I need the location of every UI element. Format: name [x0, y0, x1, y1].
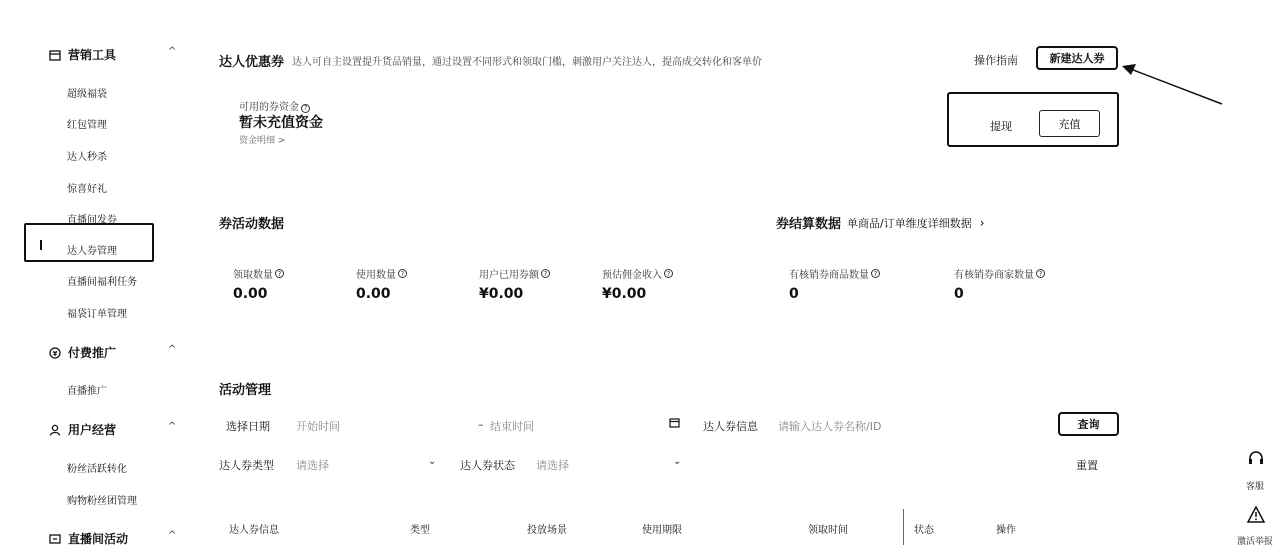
help-icon[interactable]: ? — [398, 269, 407, 278]
active-item-indicator — [40, 240, 42, 250]
balance-value: 暂未充值资金 — [239, 115, 323, 131]
stat-label-row — [789, 266, 880, 281]
sidebar-item-bag-orders[interactable]: 福袋订单管理 — [67, 309, 127, 320]
sidebar-item-surprise-gift[interactable]: 惊喜好礼 — [67, 184, 107, 195]
sidebar-item-coupon-management[interactable]: 达人券管理 — [67, 246, 117, 257]
chevron-up-icon[interactable]: ^ — [168, 46, 177, 57]
sidebar-item-live-promotion[interactable]: 直播推广 — [67, 386, 107, 397]
column-header: 操作 — [996, 525, 1016, 536]
sidebar-group-paid[interactable] — [48, 344, 116, 361]
sidebar-group-live-activity[interactable] — [48, 530, 128, 547]
column-header: 投放场景 — [527, 525, 567, 536]
query-button[interactable]: 查询 — [1058, 412, 1119, 436]
help-icon[interactable]: ? — [1036, 269, 1045, 278]
stat-label-row — [479, 266, 550, 281]
stat-label-row — [356, 266, 407, 281]
stat-value: ¥0.00 — [479, 286, 524, 302]
column-header: 使用期限 — [642, 525, 682, 536]
stat-label-row — [233, 266, 284, 281]
withdraw-button[interactable]: 提现 — [990, 120, 1012, 133]
help-icon[interactable]: ? — [275, 269, 284, 278]
stat-value: 0 — [789, 286, 799, 302]
page-description: 达人可自主设置提升货品销量，通过设置不同形式和领取门槛，刺激用户关注达人，提高成交转化和客单价 — [292, 57, 762, 68]
chevron-right-icon[interactable]: › — [979, 215, 985, 230]
sidebar-group-label: 付费推广 — [68, 346, 117, 360]
settlement-header — [776, 213, 985, 232]
stat-value: 0.00 — [356, 286, 391, 302]
settlement-data-title: 券结算数据 — [776, 217, 842, 232]
box-icon — [48, 532, 62, 546]
activity-data-title: 券活动数据 — [219, 217, 285, 232]
report-label[interactable]: 激活举报 — [1237, 537, 1274, 547]
stat-label: 用户已用券额 — [479, 270, 539, 281]
balance-label: 可用的券资金 — [239, 102, 299, 113]
sidebar-group-label: 直播间活动 — [68, 532, 129, 546]
sidebar-group-label: 营销工具 — [68, 48, 117, 62]
management-title: 活动管理 — [219, 383, 272, 398]
help-icon[interactable]: ? — [541, 269, 550, 278]
column-header: 类型 — [410, 525, 430, 536]
chevron-down-icon[interactable]: ⌄ — [673, 456, 682, 467]
coupon-status-label: 达人券状态 — [460, 459, 515, 472]
sidebar-item-welfare-task[interactable]: 直播间福利任务 — [67, 277, 137, 288]
calendar-icon[interactable] — [669, 417, 680, 431]
help-icon[interactable]: ? — [871, 269, 880, 278]
help-icon[interactable]: ? — [664, 269, 673, 278]
coupon-info-input[interactable]: 请输入达人券名称/ID — [778, 420, 882, 433]
stat-value: 0.00 — [233, 286, 268, 302]
sidebar-item-fan-group[interactable]: 购物粉丝团管理 — [67, 496, 137, 507]
sidebar-item-flash-sale[interactable]: 达人秒杀 — [67, 152, 107, 163]
balance-detail-link[interactable]: 资金明细 > — [239, 136, 286, 146]
svg-text:¥: ¥ — [52, 349, 58, 358]
date-separator: – — [478, 418, 484, 431]
sidebar-group-user[interactable] — [48, 421, 116, 438]
stat-label: 使用数量 — [356, 270, 396, 281]
stat-label: 领取数量 — [233, 270, 273, 281]
start-date-input[interactable]: 开始时间 — [296, 420, 340, 433]
settlement-detail-link[interactable]: 单商品/订单维度详细数据 — [847, 216, 972, 230]
chevron-up-icon[interactable]: ^ — [168, 421, 177, 432]
coupon-status-select[interactable]: 请选择 — [536, 459, 569, 472]
sidebar-item-super-lucky-bag[interactable]: 超级福袋 — [67, 89, 107, 100]
annotation-arrow-icon — [1122, 60, 1224, 108]
coupon-info-label: 达人券信息 — [703, 420, 758, 433]
user-icon — [48, 423, 62, 437]
chevron-up-icon[interactable]: ^ — [168, 530, 177, 541]
balance-label-row — [239, 98, 310, 113]
sidebar-item-fan-conversion[interactable]: 粉丝活跃转化 — [67, 464, 127, 475]
sidebar-item-live-coupon[interactable]: 直播间发券 — [67, 215, 117, 226]
sidebar-item-red-packet[interactable]: 红包管理 — [67, 120, 107, 131]
coupon-type-select[interactable]: 请选择 — [296, 459, 329, 472]
stat-label: 有核销券商品数量 — [789, 270, 869, 281]
calendar-icon — [48, 48, 62, 62]
stat-label-row — [602, 266, 673, 281]
column-header: 状态 — [914, 525, 934, 536]
new-coupon-button[interactable]: 新建达人券 — [1036, 46, 1118, 70]
service-label[interactable]: 客服 — [1246, 482, 1265, 492]
stat-label-row — [954, 266, 1045, 281]
coupon-type-label: 达人券类型 — [219, 459, 274, 472]
help-icon[interactable]: ? — [301, 104, 310, 113]
stat-value: ¥0.00 — [602, 286, 647, 302]
stat-label: 有核销券商家数量 — [954, 270, 1034, 281]
recharge-button[interactable]: 充值 — [1039, 110, 1100, 137]
stat-label: 预估佣金收入 — [602, 270, 662, 281]
sidebar-group-marketing[interactable] — [48, 46, 116, 63]
end-date-input[interactable]: 结束时间 — [490, 420, 534, 433]
stat-value: 0 — [954, 286, 964, 302]
sidebar-group-label: 用户经营 — [68, 423, 117, 437]
column-divider — [903, 509, 904, 545]
coin-icon — [48, 346, 62, 360]
chevron-down-icon[interactable]: ⌄ — [428, 456, 437, 467]
guide-link[interactable]: 操作指南 — [974, 54, 1018, 67]
column-header: 领取时间 — [808, 525, 848, 536]
reset-button[interactable]: 重置 — [1076, 459, 1098, 472]
date-label: 选择日期 — [226, 420, 270, 433]
column-header: 达人券信息 — [229, 525, 279, 536]
headset-icon[interactable] — [1247, 450, 1265, 471]
chevron-up-icon[interactable]: ^ — [168, 344, 177, 355]
page-title: 达人优惠券 — [219, 55, 285, 70]
warning-icon[interactable] — [1247, 506, 1265, 526]
